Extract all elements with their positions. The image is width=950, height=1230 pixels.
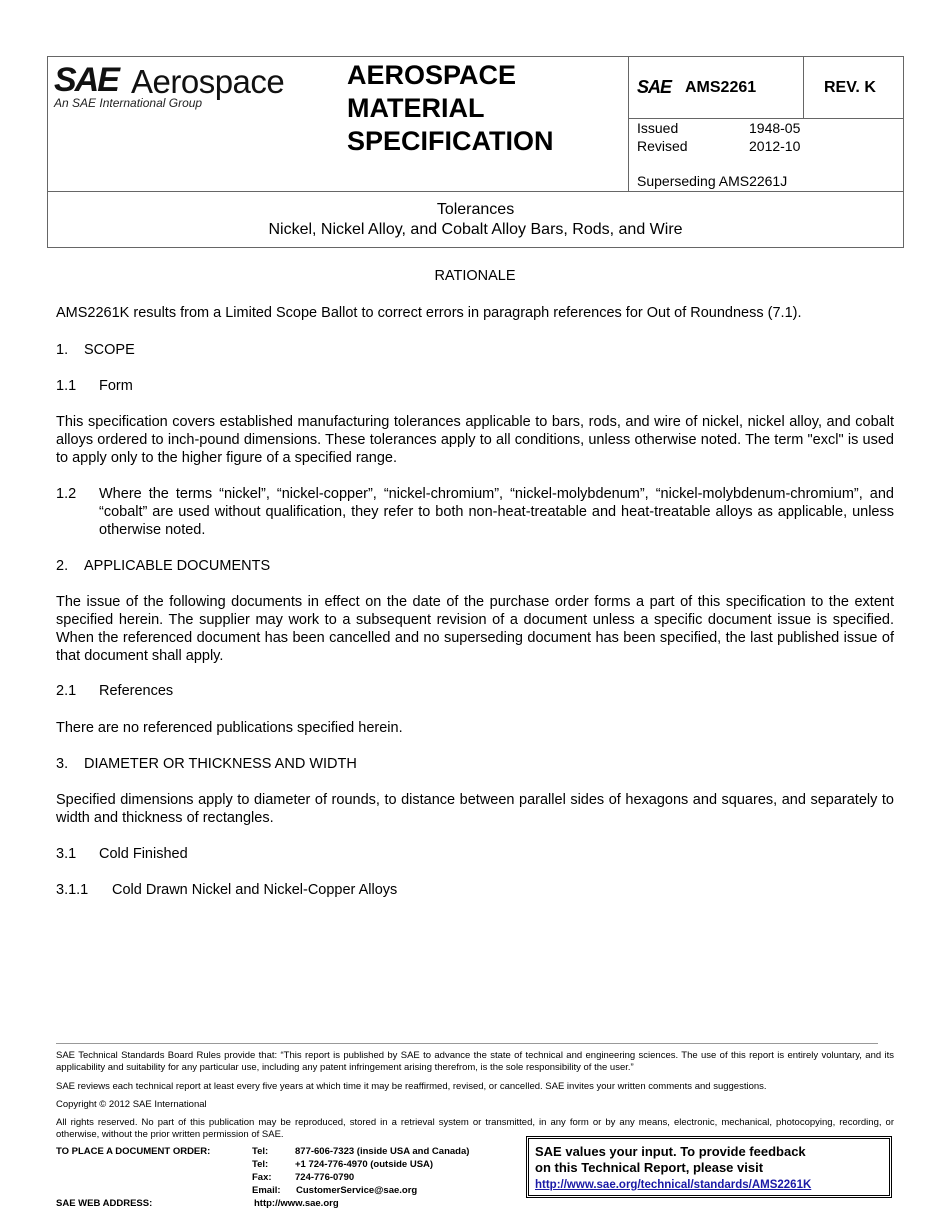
footer-rule	[56, 1043, 878, 1044]
revised-label: Revised	[637, 138, 688, 154]
section-heading: 3.1 Cold Finished	[56, 846, 188, 862]
paragraph: This specification covers established manufacturing tolerances applicable to bars, rods, and wire of nickel, nickel alloy, and cobalt alloys ordered to inch-pound dimensions. These tolerances apply to all conditions, unless otherwise noted. The term "excl" is used to apply only to the higher figure of a specified range.	[56, 414, 894, 466]
section-heading: 1.1 Form	[56, 378, 133, 394]
section-heading: 1. SCOPE	[56, 342, 135, 358]
footer-rights-text: All rights reserved. No part of this publication may be reproduced, stored in a retrieval system or transmitted, in any form or by any means, electronic, mechanical, photocopying, recording, or otherwise, without the prior written permission of SAE.	[56, 1117, 894, 1140]
tel1-value: 877-606-7323 (inside USA and Canada)	[295, 1146, 470, 1157]
section-heading: 2.1 References	[56, 683, 174, 699]
revised-value: 2012-10	[749, 138, 801, 154]
tel2-value: +1 724-776-4970 (outside USA)	[295, 1159, 434, 1170]
paragraph: The issue of the following documents in effect on the date of the purchase order forms a part of this specification to the extent specified herein. The supplier may work to a subsequent revision of a document unless a specific document issue is specified. When the referenced document has been cancelled and no superseding document has been specified, the last published issue of that document shall apply.	[56, 594, 894, 664]
email-value[interactable]: CustomerService@sae.org	[296, 1185, 418, 1196]
fax-value: 724-776-0790	[295, 1172, 355, 1183]
superseding: Superseding AMS2261J	[637, 173, 788, 189]
divider	[628, 118, 903, 119]
paragraph: 1.2 Where the terms “nickel”, “nickel-copper”, “nickel-chromium”, “nickel-molybdenum”, “nickel-molybdenum-chromium”, and “cobalt” are used without qualification, they refer to both non-heat-treatable and heat-treatable alloys as applicable, unless otherwise noted.	[56, 486, 894, 538]
sae-logo: SAE	[54, 61, 118, 99]
divider	[803, 57, 804, 119]
doc-number: AMS2261	[685, 79, 757, 96]
order-label: TO PLACE A DOCUMENT ORDER:	[56, 1146, 211, 1157]
revision: REV. K	[824, 79, 876, 96]
paragraph: There are no referenced publications specified herein.	[56, 720, 403, 736]
issued-label: Issued	[637, 120, 679, 136]
sae-small-logo: SAE	[637, 77, 672, 97]
section-heading: 3. DIAMETER OR THICKNESS AND WIDTH	[56, 756, 357, 772]
header-table	[47, 56, 904, 248]
section-heading: 2. APPLICABLE DOCUMENTS	[56, 558, 271, 574]
footer-copyright: Copyright © 2012 SAE International	[56, 1099, 207, 1110]
issued-value: 1948-05	[749, 120, 801, 136]
logo-subtitle: An SAE International Group	[54, 96, 203, 110]
section-heading: 3.1.1 Cold Drawn Nickel and Nickel-Copper Alloys	[56, 882, 398, 898]
doc-type-title: AEROSPACE MATERIAL SPECIFICATION	[347, 60, 554, 156]
document-title: Tolerances Nickel, Nickel Alloy, and Cobalt Alloy Bars, Rods, and Wire	[268, 201, 683, 238]
feedback-box: SAE values your input. To provide feedback on this Technical Report, please visit http://www.sae.org/technical/standards/AMS2261K	[526, 1136, 892, 1198]
email-label: Email:	[252, 1185, 281, 1196]
rationale-text: AMS2261K results from a Limited Scope Ballot to correct errors in paragraph references for Out of Roundness (7.1).	[56, 305, 802, 321]
divider	[628, 57, 629, 191]
rationale-heading: RATIONALE	[434, 268, 516, 284]
footer-review-text: SAE reviews each technical report at least every five years at which time it may be reaffirmed, revised, or cancelled. SAE invites your written comments and suggestions.	[56, 1081, 767, 1092]
tel2-label: Tel:	[252, 1159, 269, 1170]
paragraph: Specified dimensions apply to diameter of rounds, to distance between parallel sides of hexagons and squares, and separately to width and thickness of rectangles.	[56, 792, 894, 826]
web-label: SAE WEB ADDRESS:	[56, 1198, 153, 1209]
web-value[interactable]: http://www.sae.org	[254, 1198, 339, 1209]
fax-label: Fax:	[252, 1172, 272, 1183]
footer-rules-text: SAE Technical Standards Board Rules provide that: “This report is published by SAE to advance the state of technical and engineering sciences. The use of this report is entirely voluntary, and its applicability and suitability for any particular use, including any patent infringement arising therefrom, is the sole responsibility of the user.”	[56, 1050, 894, 1073]
feedback-link[interactable]: http://www.sae.org/technical/standards/AMS2261K	[535, 1179, 812, 1191]
tel1-label: Tel:	[252, 1146, 269, 1157]
aerospace-logo-text: Aerospace	[131, 63, 285, 100]
